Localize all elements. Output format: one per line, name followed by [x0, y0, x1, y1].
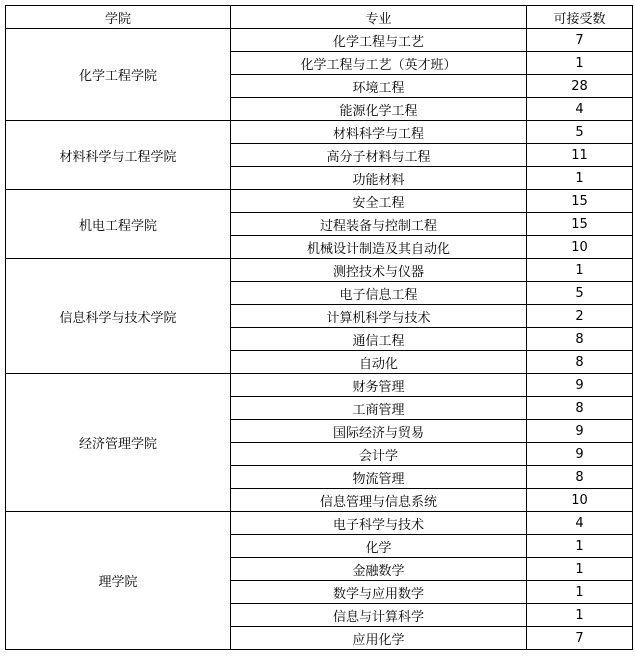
count-cell: 10 — [527, 489, 633, 512]
count-cell: 7 — [527, 29, 633, 52]
major-cell: 能源化学工程 — [231, 98, 527, 121]
major-cell: 材料科学与工程 — [231, 121, 527, 144]
major-cell: 高分子材料与工程 — [231, 144, 527, 167]
major-cell: 化学工程与工艺（英才班） — [231, 52, 527, 75]
college-cell: 材料科学与工程学院 — [6, 121, 231, 190]
table-row — [6, 374, 633, 397]
major-cell: 电子信息工程 — [231, 282, 527, 305]
college-cell: 机电工程学院 — [6, 190, 231, 259]
count-cell: 5 — [527, 121, 633, 144]
major-cell: 财务管理 — [231, 374, 527, 397]
count-cell: 8 — [527, 328, 633, 351]
count-cell: 2 — [527, 305, 633, 328]
header-row — [6, 6, 633, 29]
major-cell: 计算机科学与技术 — [231, 305, 527, 328]
major-cell: 化学 — [231, 535, 527, 558]
count-cell: 8 — [527, 466, 633, 489]
table-row — [6, 259, 633, 282]
college-cell: 经济管理学院 — [6, 374, 231, 512]
count-cell: 4 — [527, 512, 633, 535]
count-cell: 9 — [527, 420, 633, 443]
major-cell: 会计学 — [231, 443, 527, 466]
count-cell: 1 — [527, 52, 633, 75]
major-cell: 功能材料 — [231, 167, 527, 190]
major-cell: 国际经济与贸易 — [231, 420, 527, 443]
header-college: 学院 — [6, 6, 231, 29]
major-cell: 化学工程与工艺 — [231, 29, 527, 52]
count-cell: 9 — [527, 443, 633, 466]
count-cell: 5 — [527, 282, 633, 305]
count-cell: 9 — [527, 374, 633, 397]
table-row — [6, 29, 633, 52]
count-cell: 1 — [527, 604, 633, 627]
major-cell: 过程装备与控制工程 — [231, 213, 527, 236]
header-transferable: 可接受数 — [527, 6, 633, 29]
college-cell: 化学工程学院 — [6, 29, 231, 121]
table-row — [6, 121, 633, 144]
transfer-quota-table — [5, 5, 633, 650]
college-cell: 信息科学与技术学院 — [6, 259, 231, 374]
major-cell: 安全工程 — [231, 190, 527, 213]
major-cell: 机械设计制造及其自动化 — [231, 236, 527, 259]
count-cell: 15 — [527, 213, 633, 236]
count-cell: 28 — [527, 75, 633, 98]
count-cell: 10 — [527, 236, 633, 259]
major-cell: 自动化 — [231, 351, 527, 374]
header-major: 专业 — [231, 6, 527, 29]
count-cell: 11 — [527, 144, 633, 167]
count-cell: 1 — [527, 259, 633, 282]
table-row — [6, 190, 633, 213]
major-cell: 环境工程 — [231, 75, 527, 98]
major-cell: 电子科学与技术 — [231, 512, 527, 535]
major-cell: 物流管理 — [231, 466, 527, 489]
count-cell: 1 — [527, 535, 633, 558]
major-cell: 信息与计算科学 — [231, 604, 527, 627]
table-body — [6, 29, 633, 650]
major-cell: 数学与应用数学 — [231, 581, 527, 604]
count-cell: 4 — [527, 98, 633, 121]
major-cell: 金融数学 — [231, 558, 527, 581]
count-cell: 15 — [527, 190, 633, 213]
table-row — [6, 512, 633, 535]
count-cell: 8 — [527, 351, 633, 374]
college-cell: 理学院 — [6, 512, 231, 650]
major-cell: 应用化学 — [231, 627, 527, 650]
count-cell: 1 — [527, 167, 633, 190]
count-cell: 8 — [527, 397, 633, 420]
count-cell: 7 — [527, 627, 633, 650]
major-cell: 通信工程 — [231, 328, 527, 351]
major-cell: 信息管理与信息系统 — [231, 489, 527, 512]
count-cell: 1 — [527, 581, 633, 604]
count-cell: 1 — [527, 558, 633, 581]
major-cell: 工商管理 — [231, 397, 527, 420]
major-cell: 测控技术与仪器 — [231, 259, 527, 282]
